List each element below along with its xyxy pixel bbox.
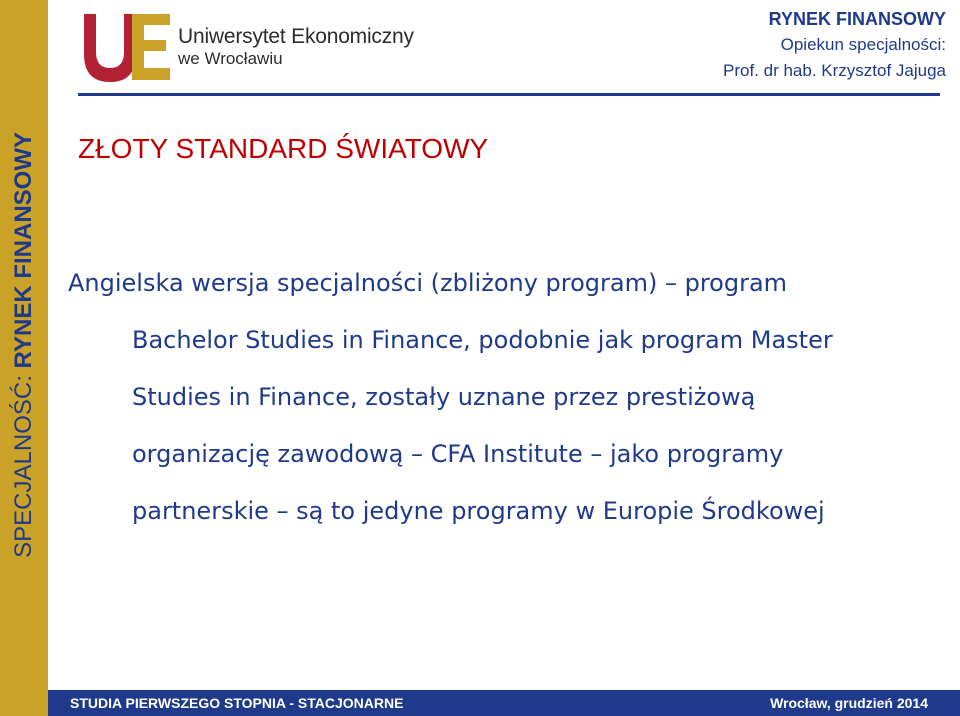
header-subtitle: Opiekun specjalności: bbox=[780, 35, 946, 54]
footer-bar bbox=[48, 690, 960, 716]
footer-date: Wrocław, grudzień 2014 bbox=[770, 695, 928, 711]
body-line: Bachelor Studies in Finance, podobnie jak program Master bbox=[132, 326, 833, 354]
ue-logo-mark-icon bbox=[78, 8, 174, 86]
header-divider bbox=[78, 93, 940, 96]
sidebar-label-prefix: SPECJALNOŚĆ: bbox=[10, 368, 37, 558]
body-line: Angielska wersja specjalności (zbliżony program) – program bbox=[68, 269, 788, 297]
sidebar-banner bbox=[0, 0, 48, 716]
body-line: partnerskie – są to jedyne programy w Europie Środkowej bbox=[132, 497, 825, 525]
slide-body bbox=[68, 255, 928, 540]
header-title: RYNEK FINANSOWY bbox=[768, 9, 946, 29]
university-logo bbox=[78, 8, 438, 86]
logo-university-name: Uniwersytet Ekonomiczny bbox=[178, 25, 414, 48]
body-line: Studies in Finance, zostały uznane przez prestiżową bbox=[132, 383, 756, 411]
slide-title: ZŁOTY STANDARD ŚWIATOWY bbox=[78, 133, 489, 164]
header-supervisor-name: Prof. dr hab. Krzysztof Jajuga bbox=[723, 61, 946, 80]
logo-city: we Wrocławiu bbox=[178, 49, 283, 68]
sidebar-label bbox=[6, 116, 42, 574]
sidebar-label-bold: RYNEK FINANSOWY bbox=[10, 132, 37, 369]
body-line: organizację zawodową – CFA Institute – jako programy bbox=[132, 440, 784, 468]
header-info bbox=[723, 6, 946, 84]
footer-program: STUDIA PIERWSZEGO STOPNIA - STACJONARNE bbox=[70, 695, 404, 711]
